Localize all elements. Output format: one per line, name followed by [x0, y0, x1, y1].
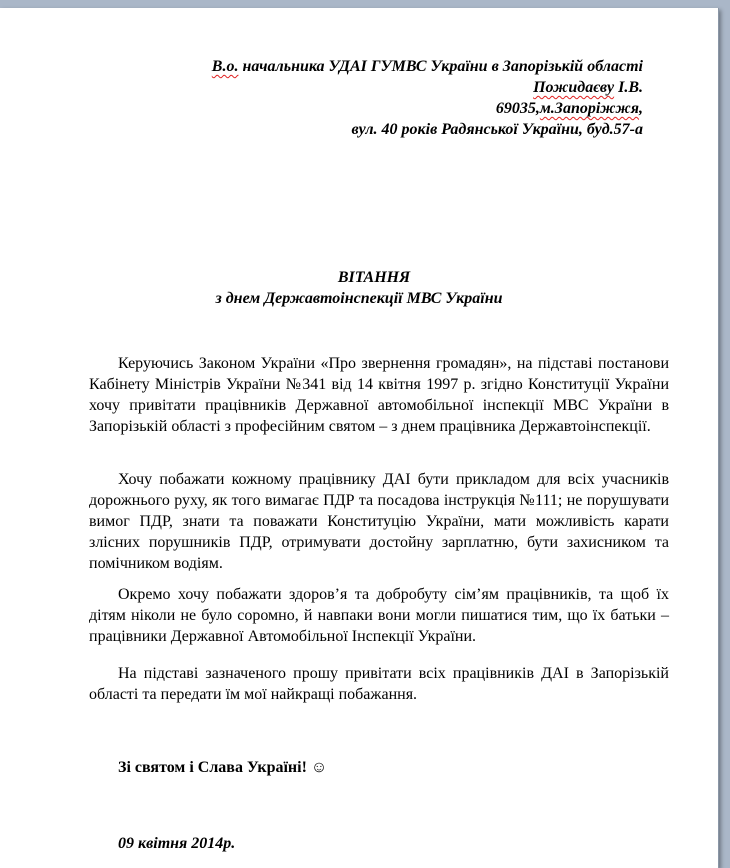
addressee-line-city: [212, 98, 643, 119]
paragraph-2: [89, 469, 669, 574]
addressee-line-position: [212, 56, 643, 77]
addressee-surname: Пожидаєву: [533, 79, 615, 96]
paragraph-1: [89, 353, 669, 437]
paragraph-text: Керуючись Законом України «Про звернення громадян», на підставі постанови Кабінету Міністрів України №341 від 14 квітня 1997 р. згідно Конституції України хочу привітати працівників Державної автомобільної інспекції МВС України в Запорізькій області з професійним святом – з днем працівника Державтоінспекції.: [89, 355, 669, 435]
addressee-abbrev: В.о.: [211, 58, 239, 75]
paragraph-text: Хочу побажати кожному працівнику ДАІ бути прикладом для всіх учасників дорожнього руху, як того вимагає ПДР та посадова інструкція №111; не порушувати вимог ПДР, знати та поважати Конституцію України, мати можливість карати злісних порушників ПДР, отримувати достойну зарплатню, бути захисником та помічником водіям.: [89, 471, 669, 572]
document-date: 09 квітня 2014р.: [118, 835, 236, 852]
paragraph-text: На підставі зазначеного прошу привітати всіх працівників ДАІ в Запорізькій області та передати їм мої найкращі побажання.: [89, 665, 669, 703]
addressee-city-comma: ,: [639, 100, 643, 117]
addressee-city: м.Запоріжжя: [539, 100, 639, 117]
addressee-line-name: [212, 77, 643, 98]
title-subheading: з днем Державтоінспекції МВС України: [215, 290, 503, 307]
paragraph-text: Окремо хочу побажати здоров’я та добробуту сім’ям працівників, та щоб їх дітям ніколи не було соромно, й навпаки вони могли пишатися тим, що їх батьки – працівники Державної Автомобільної Інспекції України.: [89, 586, 669, 645]
closing-greeting: Зі святом і Слава Україні! ☺: [118, 759, 328, 776]
paragraph-4: [89, 663, 669, 705]
addressee-position: начальника УДАІ ГУМВС України в Запорізькій області: [238, 58, 643, 75]
document-title: [0, 267, 718, 309]
paragraph-3: [89, 584, 669, 647]
addressee-initials: І.В.: [614, 79, 643, 96]
addressee-block: [212, 56, 643, 140]
title-heading: ВІТАННЯ: [337, 269, 411, 286]
addressee-postcode: 69035,: [495, 100, 540, 117]
document-page: [0, 8, 719, 868]
addressee-line-street: вул. 40 років Радянської України, буд.57-а: [351, 121, 643, 138]
